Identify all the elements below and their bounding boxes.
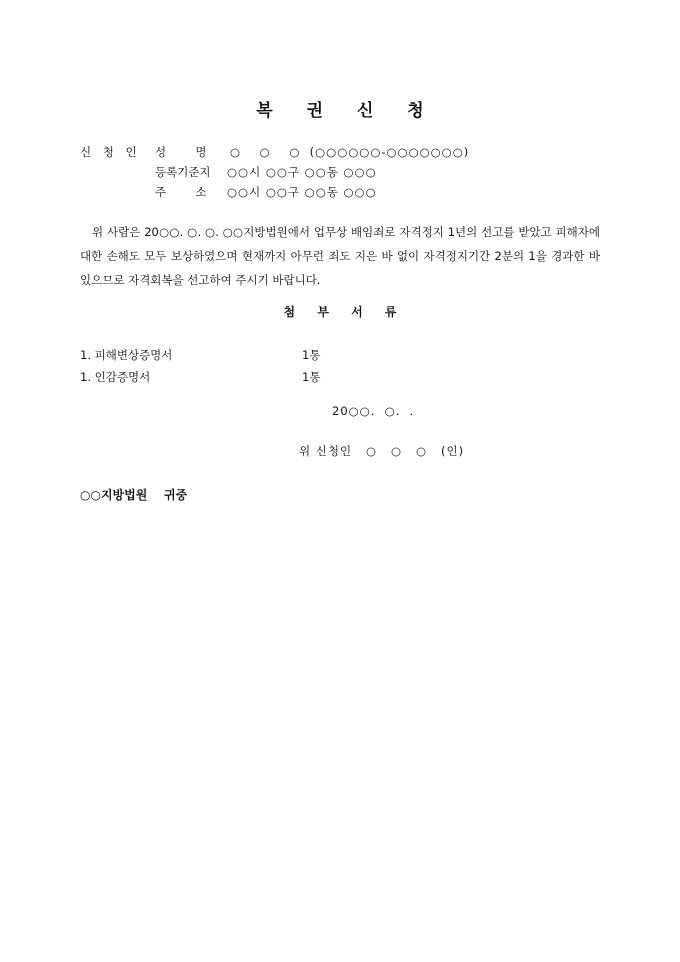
registry-value: ○○시 ○○구 ○○동 ○○○ <box>227 165 377 179</box>
attachment-qty: 1통 <box>302 348 321 362</box>
petition-date: 20○○. ○. . <box>332 404 415 418</box>
applicant-address-row <box>80 182 600 202</box>
petition-body: 위 사람은 20○○. ○. ○. ○○지방법원에서 업무상 배임죄로 자격정지 1년의 선고를 받았고 피해자에 대한 손해도 모두 보상하였으며 현재까지 아무런 죄도 지은 바 없이 자격정지기간 2분의 1을 경과한 바 있으므로 자격회복을 선고하여 주시기 바랍니다. <box>80 225 600 287</box>
name-value: ○ ○ ○ (○○○○○○-○○○○○○○) <box>230 145 470 159</box>
attachment-name: 1. 인감증명서 <box>80 370 151 384</box>
attachment-qty: 1통 <box>302 370 321 384</box>
court-addressee: ○○지방법원 귀중 <box>80 488 188 502</box>
attachments-title: 첨 부 서 류 <box>283 305 406 319</box>
applicant-section <box>80 142 600 202</box>
name-label: 성 명 <box>155 145 207 159</box>
address-label: 주 소 <box>155 185 207 199</box>
applicant-heading: 신 청 인 <box>80 145 141 159</box>
attachments-list <box>80 344 480 388</box>
applicant-signature: 위 신청인 ○ ○ ○ (인) <box>299 444 465 458</box>
applicant-registry-row <box>80 162 600 182</box>
registry-label: 등록기준지 <box>155 165 211 179</box>
attachment-item <box>80 366 480 388</box>
attachment-item <box>80 344 480 366</box>
address-value: ○○시 ○○구 ○○동 ○○○ <box>227 185 377 199</box>
attachment-name: 1. 피해변상증명서 <box>80 348 173 362</box>
applicant-name-row <box>80 142 600 162</box>
document-title: 복 권 신 청 <box>256 101 438 121</box>
